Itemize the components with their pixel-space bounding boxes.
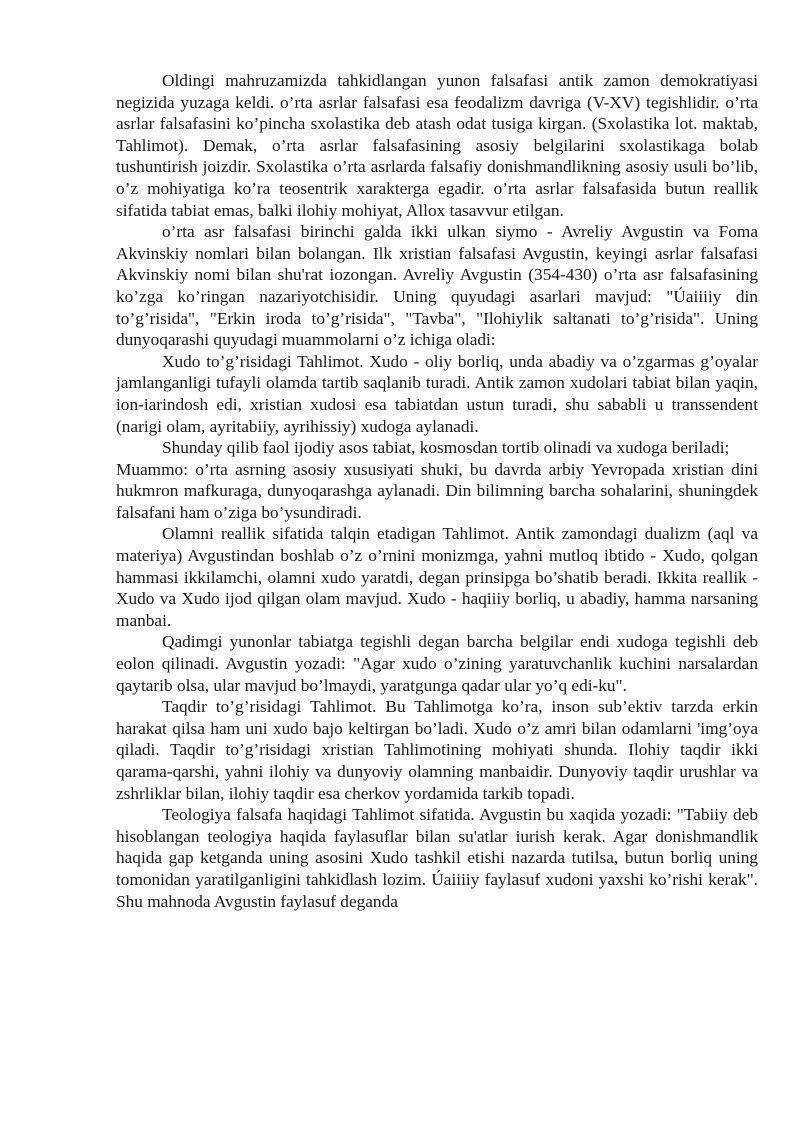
document-body [116, 70, 758, 912]
paragraph: o’rta asr falsafasi birinchi galda ikki ulkan siymo - Avreliy Avgustin va Foma Akvinskiy nomlari bilan bolangan. Ilk xristian falsafasi Avgustin, keyingi asrlar falsafasi Akvinskiy nomi bilan shu'rat iozongan. Avreliy Avgustin (354-430) o’rta asr falsafasining ko’zga ko’ringan nazariyotchisidir. Uning quyudagi asarlari mavjud: "Úaiiiiy din to’g’risida", "Erkin iroda to’g’risida", "Tavba", "Ilohiylik saltanati to’g’risida". Uning dunyoqarashi quyudagi muammolarni o’z ichiga oladi: [116, 222, 758, 350]
paragraph: Oldingi mahruzamizda tahkidlangan yunon falsafasi antik zamon demokratiyasi negizida yuzaga keldi. o’rta asrlar falsafasi esa feodalizm davriga (V-XV) tegishlidir. o’rta asrlar falsafasini ko’pincha sxolastika deb atash odat tusiga kirgan. (Sxolastika lot. maktab, Tahlimot). Demak, o’rta asrlar falsafasining asosiy belgilarini sxolastikaga bolab tushuntirish joizdir. Sxolastika o’rta asrlarda falsafiy donishmandlikning asosiy usuli bo’lib, o’z mohiyatiga ko’ra teosentrik xarakterga egadir. o’rta asrlar falsafasida butun reallik sifatida tabiat emas, balki ilohiy mohiyat, Allox tasavvur etilgan. [116, 71, 758, 220]
paragraph: Taqdir to’g’risidagi Tahlimot. Bu Tahlimotga ko’ra, inson sub’ektiv tarzda erkin harakat qilsa ham uni xudo bajo keltirgan bo’ladi. Xudo o’z amri bilan odamlarni 'img’oya qiladi. Taqdir to’g’risidagi xristian Tahlimotining mohiyati shunda. Ilohiy taqdir ikki qarama-qarshi, yahni ilohiy va dunyoviy olamning manbaidir. Dunyoviy taqdir urushlar va zshrliklar bilan, ilohiy taqdir esa cherkov yordamida tarkib topadi. [116, 697, 758, 803]
paragraph: Muammo: o’rta asrning asosiy xususiyati shuki, bu davrda arbiy Yevropada xristian dini hukmron mafkuraga, dunyoqarashga aylanadi. Din bilimning barcha sohalarini, shuningdek falsafani ham o’ziga bo’ysundiradi. [116, 459, 758, 522]
paragraph: Qadimgi yunonlar tabiatga tegishli degan barcha belgilar endi xudoga tegishli deb eolon qilinadi. Avgustin yozadi: "Agar xudo o’zining yaratuvchanlik kuchini narsalardan qaytarib olsa, ular mavjud bo’lmaydi, yaratgunga qadar ular yo’q edi-ku". [116, 632, 758, 695]
paragraph: Teologiya falsafa haqidagi Tahlimot sifatida. Avgustin bu xaqida yozadi: "Tabiiy deb hisoblangan teologiya haqida faylasuflar bilan su'atlar iurish kerak. Agar donishmandlik haqida gap ketganda uning asosini Xudo tashkil etishi nazarda tutilsa, butun borliq uning tomonidan yaratilganligini tahkidlash lozim. Úaiiiiy faylasuf xudoni yaxshi ko’rishi kerak". Shu mahnoda Avgustin faylasuf deganda [116, 805, 758, 911]
paragraph: Xudo to’g’risidagi Tahlimot. Xudo - oliy borliq, unda abadiy va o’zgarmas g’oyalar jamlanganligi tufayli olamda tartib saqlanib turadi. Antik zamon xudolari tabiat bilan yaqin, ion-iarindosh edi, xristian xudosi esa tabiatdan ustun turadi, shu sababli u transsendent (narigi olam, ayritabiiy, ayrihissiy) xudoga aylanadi. [116, 351, 758, 436]
paragraph: Shunday qilib faol ijodiy asos tabiat, kosmosdan tortib olinadi va xudoga beriladi; [162, 438, 730, 458]
paragraph: Olamni reallik sifatida talqin etadigan Tahlimot. Antik zamondagi dualizm (aql va materiya) Avgustindan boshlab o’z o’rnini monizmga, yahni mutloq ibtido - Xudo, qolgan hammasi ikkilamchi, olamni xudo yaratdi, degan prinsipga bo’shatib beradi. Ikkita reallik - Xudo va Xudo ijod qilgan olam mavjud. Xudo - haqiiiy borliq, u abadiy, hamma narsaning manbai. [116, 524, 758, 630]
